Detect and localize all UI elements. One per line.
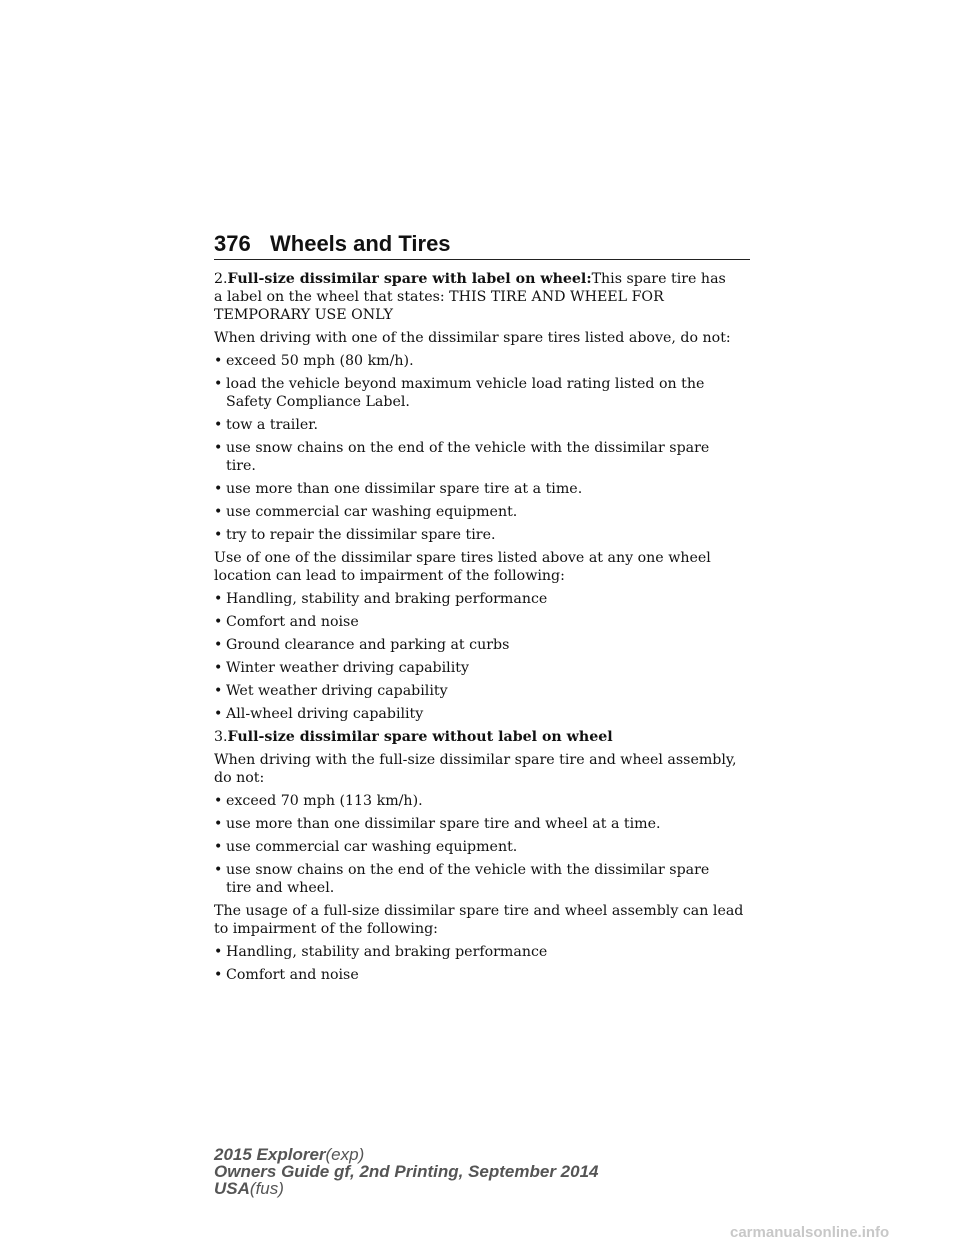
list-item xyxy=(214,636,754,654)
paragraph-line: location can lead to impairment of the following: xyxy=(214,568,565,584)
list-item-text: Safety Compliance Label. xyxy=(226,394,410,410)
bullet-icon: • xyxy=(214,637,223,653)
bullet-icon: • xyxy=(214,967,223,983)
list-item-text: Winter weather driving capability xyxy=(226,660,469,676)
header-rule xyxy=(214,259,750,260)
list-item-text: All-wheel driving capability xyxy=(226,706,424,722)
impairment-list xyxy=(214,590,754,723)
usage-intro xyxy=(214,902,754,938)
list-item xyxy=(214,416,754,434)
item-2-number: 2. xyxy=(214,271,228,287)
bullet-icon: • xyxy=(214,440,223,456)
list-item xyxy=(214,861,754,897)
item-2-text: TEMPORARY USE ONLY xyxy=(214,307,394,323)
list-item-text: tire and wheel. xyxy=(226,880,335,896)
list-item-text: load the vehicle beyond maximum vehicle load rating listed on the xyxy=(226,376,705,392)
page-footer xyxy=(214,1146,774,1197)
list-item xyxy=(214,613,754,631)
page-header xyxy=(214,230,750,262)
list-item xyxy=(214,375,754,411)
list-item xyxy=(214,352,754,370)
list-item-text: Handling, stability and braking performance xyxy=(226,591,548,607)
list-item xyxy=(214,792,754,810)
list-item-text: Wet weather driving capability xyxy=(226,683,448,699)
list-item xyxy=(214,838,754,856)
paragraph-line: The usage of a full-size dissimilar spare tire and wheel assembly can lead xyxy=(214,903,744,919)
item-2-heading: Full-size dissimilar spare with label on wheel: xyxy=(227,271,592,287)
bullet-icon: • xyxy=(214,839,223,855)
bullet-icon: • xyxy=(214,862,223,878)
list-item-text: use snow chains on the end of the vehicle with the dissimilar spare xyxy=(226,440,710,456)
list-item-text: exceed 70 mph (113 km/h). xyxy=(226,793,423,809)
paragraph-line: do not: xyxy=(214,770,265,786)
item-2-paragraph xyxy=(214,270,754,324)
list-item-text: use snow chains on the end of the vehicle with the dissimilar spare xyxy=(226,862,710,878)
list-item-text: Comfort and noise xyxy=(226,967,359,983)
fullsize-do-not-list xyxy=(214,792,754,897)
list-item xyxy=(214,966,754,984)
paragraph-line: When driving with the full-size dissimilar spare tire and wheel assembly, xyxy=(214,752,737,768)
bullet-icon: • xyxy=(214,353,223,369)
list-item-text: use more than one dissimilar spare tire and wheel at a time. xyxy=(226,816,661,832)
list-item xyxy=(214,943,754,961)
paragraph-line: to impairment of the following: xyxy=(214,921,438,937)
bullet-icon: • xyxy=(214,706,223,722)
bullet-icon: • xyxy=(214,944,223,960)
footer-line-printing: Owners Guide gf, 2nd Printing, September 2014 xyxy=(214,1162,599,1181)
footer-line-market xyxy=(214,1180,774,1197)
list-item-text: Comfort and noise xyxy=(226,614,359,630)
item-3-heading xyxy=(214,728,754,746)
list-item xyxy=(214,439,754,475)
dissimilar-intro: When driving with one of the dissimilar spare tires listed above, do not: xyxy=(214,330,731,346)
item-3-title: Full-size dissimilar spare without label on wheel xyxy=(227,729,613,745)
bullet-icon: • xyxy=(214,481,223,497)
bullet-icon: • xyxy=(214,660,223,676)
list-item-text: exceed 50 mph (80 km/h). xyxy=(226,353,414,369)
bullet-icon: • xyxy=(214,504,223,520)
list-item xyxy=(214,659,754,677)
usage-list xyxy=(214,943,754,984)
watermark: carmanualsonline.info xyxy=(730,1224,890,1241)
list-item-text: try to repair the dissimilar spare tire. xyxy=(226,527,496,543)
item-3-number: 3. xyxy=(214,729,228,745)
list-item-text: use commercial car washing equipment. xyxy=(226,504,518,520)
page-content xyxy=(214,270,754,989)
footer-model-code: (exp) xyxy=(325,1145,365,1164)
list-item-text: tire. xyxy=(226,458,256,474)
list-item-text: use commercial car washing equipment. xyxy=(226,839,518,855)
list-item xyxy=(214,526,754,544)
list-item-text: tow a trailer. xyxy=(226,417,319,433)
bullet-icon: • xyxy=(214,417,223,433)
impairment-intro xyxy=(214,549,754,585)
footer-model: 2015 Explorer xyxy=(214,1145,326,1164)
fullsize-intro xyxy=(214,751,754,787)
list-item xyxy=(214,503,754,521)
list-item-text: Ground clearance and parking at curbs xyxy=(226,637,510,653)
list-item-text: use more than one dissimilar spare tire at a time. xyxy=(226,481,583,497)
list-item-text: Handling, stability and braking performance xyxy=(226,944,548,960)
item-2-text: a label on the wheel that states: THIS TIRE AND WHEEL FOR xyxy=(214,289,664,305)
footer-market: USA xyxy=(214,1179,250,1198)
bullet-icon: • xyxy=(214,816,223,832)
bullet-icon: • xyxy=(214,683,223,699)
bullet-icon: • xyxy=(214,591,223,607)
bullet-icon: • xyxy=(214,376,223,392)
list-item xyxy=(214,682,754,700)
bullet-icon: • xyxy=(214,614,223,630)
footer-market-code: (fus) xyxy=(249,1179,284,1198)
list-item xyxy=(214,705,754,723)
paragraph-line: Use of one of the dissimilar spare tires listed above at any one wheel xyxy=(214,550,711,566)
list-item xyxy=(214,480,754,498)
list-item xyxy=(214,590,754,608)
do-not-list xyxy=(214,352,754,544)
section-title: Wheels and Tires xyxy=(270,231,451,256)
item-2-text: This spare tire has xyxy=(591,271,726,287)
bullet-icon: • xyxy=(214,793,223,809)
list-item xyxy=(214,815,754,833)
page-number: 376 xyxy=(214,231,251,256)
footer-line-model xyxy=(214,1146,774,1163)
bullet-icon: • xyxy=(214,527,223,543)
